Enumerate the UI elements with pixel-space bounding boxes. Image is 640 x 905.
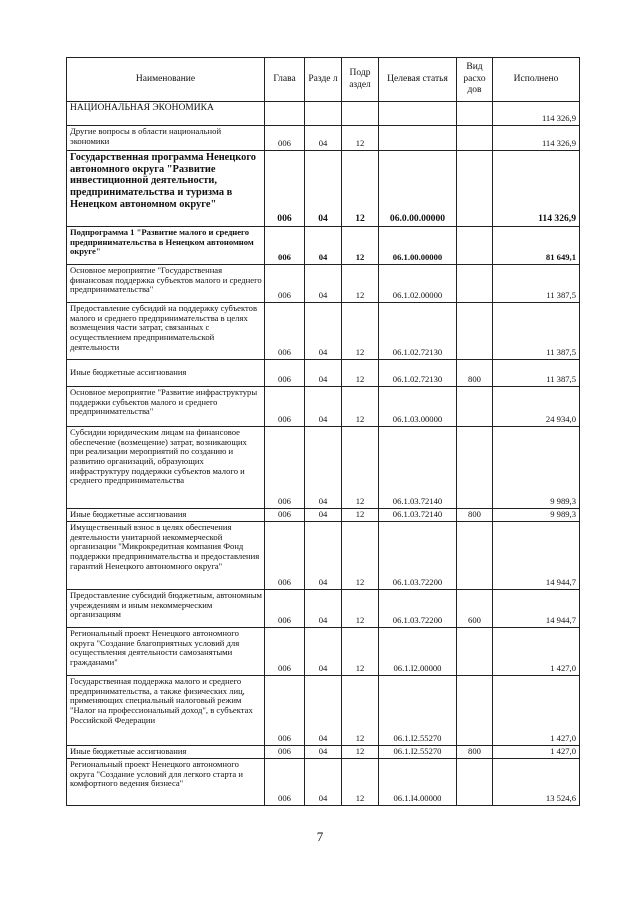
cell-statya: 06.0.00.00000 (379, 151, 457, 227)
cell-podrazdel: 12 (342, 509, 379, 522)
cell-statya: 06.1.02.72130 (379, 360, 457, 387)
cell-razdel: 04 (305, 628, 342, 676)
cell-vid (457, 126, 493, 151)
cell-razdel: 04 (305, 590, 342, 628)
table-row (67, 102, 580, 126)
cell-ispolneno: 24 934,0 (493, 387, 580, 427)
cell-name: Основное мероприятие "Развитие инфраструктуры поддержки субъектов малого и среднего предпринимательства" (67, 387, 265, 427)
cell-name: Имущественный взнос в целях обеспечения деятельности унитарной некоммерческой организации "Микрокредитная компания Фонд поддержки предпринимательства и предоставления гарантий Ненецкого автономного округа" (67, 522, 265, 590)
table-row (67, 227, 580, 265)
cell-razdel: 04 (305, 387, 342, 427)
cell-razdel: 04 (305, 303, 342, 360)
cell-podrazdel: 12 (342, 427, 379, 509)
cell-name: Предоставление субсидий на поддержку субъектов малого и среднего предпринимательства в целях возмещения части затрат, связанных с осуществлением предпринимательской деятельности (67, 303, 265, 360)
cell-name: Иные бюджетные ассигнования (67, 509, 265, 522)
cell-razdel: 04 (305, 509, 342, 522)
table-row (67, 303, 580, 360)
cell-podrazdel: 12 (342, 759, 379, 806)
cell-podrazdel: 12 (342, 360, 379, 387)
cell-name: Основное мероприятие "Государственная финансовая поддержка субъектов малого и среднего предпринимательства" (67, 265, 265, 303)
table-row (67, 590, 580, 628)
cell-podrazdel: 12 (342, 303, 379, 360)
cell-statya: 06.1.I2.55270 (379, 746, 457, 759)
cell-ispolneno: 114 326,9 (493, 102, 580, 126)
cell-name: Другие вопросы в области национальной экономики (67, 126, 265, 151)
cell-podrazdel: 12 (342, 151, 379, 227)
cell-razdel: 04 (305, 427, 342, 509)
cell-name: Предоставление субсидий бюджетным, автономным учреждениям и иным некоммерческим организациям (67, 590, 265, 628)
cell-statya: 06.1.02.72130 (379, 303, 457, 360)
header-ispolneno: Исполнено (493, 58, 580, 102)
cell-statya (379, 126, 457, 151)
cell-razdel: 04 (305, 759, 342, 806)
cell-name: Государственная поддержка малого и среднего предпринимательства, а также физических лиц, применяющих специальный налоговый режим "Налог на профессиональный доход", в субъектах Российской Федерации (67, 676, 265, 746)
cell-name: Иные бюджетные ассигнования (67, 360, 265, 387)
table-row (67, 360, 580, 387)
cell-ispolneno: 9 989,3 (493, 509, 580, 522)
cell-glava: 006 (265, 522, 305, 590)
cell-statya (379, 102, 457, 126)
cell-vid (457, 102, 493, 126)
cell-vid: 800 (457, 509, 493, 522)
table-row (67, 427, 580, 509)
cell-glava: 006 (265, 151, 305, 227)
cell-ispolneno: 114 326,9 (493, 126, 580, 151)
cell-vid: 800 (457, 360, 493, 387)
table-row (67, 265, 580, 303)
header-name: Наименование (67, 58, 265, 102)
header-podrazdel: Подр аздел (342, 58, 379, 102)
cell-podrazdel: 12 (342, 227, 379, 265)
cell-podrazdel: 12 (342, 590, 379, 628)
cell-glava: 006 (265, 227, 305, 265)
cell-statya: 06.1.03.72140 (379, 509, 457, 522)
cell-vid (457, 303, 493, 360)
cell-glava: 006 (265, 676, 305, 746)
cell-glava: 006 (265, 628, 305, 676)
cell-statya: 06.1.02.00000 (379, 265, 457, 303)
cell-vid (457, 227, 493, 265)
table-row (67, 759, 580, 806)
cell-vid (457, 427, 493, 509)
cell-glava: 006 (265, 509, 305, 522)
cell-name: Региональный проект Ненецкого автономного округа "Создание условий для легкого старта и комфортного ведения бизнеса" (67, 759, 265, 806)
cell-podrazdel: 12 (342, 126, 379, 151)
cell-glava (265, 102, 305, 126)
cell-statya: 06.1.03.00000 (379, 387, 457, 427)
cell-razdel: 04 (305, 746, 342, 759)
table-row (67, 676, 580, 746)
cell-ispolneno: 14 944,7 (493, 590, 580, 628)
cell-razdel: 04 (305, 151, 342, 227)
table-header-row (67, 58, 580, 102)
cell-statya: 06.1.03.72200 (379, 522, 457, 590)
cell-name: Региональный проект Ненецкого автономного округа "Создание благоприятных условий для осуществления деятельности самозанятыми гражданами" (67, 628, 265, 676)
cell-podrazdel: 12 (342, 628, 379, 676)
cell-glava: 006 (265, 360, 305, 387)
cell-razdel: 04 (305, 126, 342, 151)
cell-name: Субсидии юридическим лицам на финансовое обеспечение (возмещение) затрат, возникающих при реализации мероприятий по созданию и развитию организаций, образующих инфраструктуру поддержки субъектов малого и среднего предпринимательства (67, 427, 265, 509)
cell-vid (457, 676, 493, 746)
cell-razdel: 04 (305, 227, 342, 265)
cell-podrazdel: 12 (342, 676, 379, 746)
cell-ispolneno: 11 387,5 (493, 303, 580, 360)
cell-glava: 006 (265, 427, 305, 509)
cell-glava: 006 (265, 590, 305, 628)
table-row (67, 628, 580, 676)
cell-ispolneno: 13 524,6 (493, 759, 580, 806)
cell-razdel: 04 (305, 360, 342, 387)
header-statya: Целевая статья (379, 58, 457, 102)
cell-ispolneno: 11 387,5 (493, 265, 580, 303)
cell-vid (457, 265, 493, 303)
header-razdel: Разде л (305, 58, 342, 102)
cell-podrazdel: 12 (342, 265, 379, 303)
cell-statya: 06.1.03.72200 (379, 590, 457, 628)
cell-statya: 06.1.I2.55270 (379, 676, 457, 746)
cell-ispolneno: 14 944,7 (493, 522, 580, 590)
header-vid: Вид расхо дов (457, 58, 493, 102)
cell-razdel (305, 102, 342, 126)
cell-glava: 006 (265, 759, 305, 806)
cell-glava: 006 (265, 303, 305, 360)
cell-razdel: 04 (305, 676, 342, 746)
cell-razdel: 04 (305, 522, 342, 590)
cell-glava: 006 (265, 265, 305, 303)
cell-ispolneno: 9 989,3 (493, 427, 580, 509)
cell-ispolneno: 114 326,9 (493, 151, 580, 227)
cell-name: Иные бюджетные ассигнования (67, 746, 265, 759)
cell-name: Подпрограмма 1 "Развитие малого и среднего предпринимательства в Ненецком автономном округе" (67, 227, 265, 265)
budget-table (66, 57, 580, 806)
cell-glava: 006 (265, 126, 305, 151)
page-number: 7 (316, 829, 324, 844)
cell-vid (457, 522, 493, 590)
table-row (67, 509, 580, 522)
cell-vid (457, 151, 493, 227)
table-row (67, 522, 580, 590)
cell-razdel: 04 (305, 265, 342, 303)
cell-podrazdel: 12 (342, 522, 379, 590)
table-row (67, 151, 580, 227)
cell-glava: 006 (265, 746, 305, 759)
cell-statya: 06.1.I2.00000 (379, 628, 457, 676)
cell-statya: 06.1.00.00000 (379, 227, 457, 265)
cell-name: НАЦИОНАЛЬНАЯ ЭКОНОМИКА (67, 102, 265, 126)
cell-ispolneno: 1 427,0 (493, 676, 580, 746)
cell-name: Государственная программа Ненецкого автономного округа "Развитие инвестиционной деятельности, предпринимательства и туризма в Ненецком автономном округе" (67, 151, 265, 227)
cell-ispolneno: 11 387,5 (493, 360, 580, 387)
cell-vid: 800 (457, 746, 493, 759)
cell-ispolneno: 1 427,0 (493, 746, 580, 759)
cell-podrazdel: 12 (342, 746, 379, 759)
cell-podrazdel: 12 (342, 387, 379, 427)
cell-statya: 06.1.I4.00000 (379, 759, 457, 806)
cell-glava: 006 (265, 387, 305, 427)
cell-podrazdel (342, 102, 379, 126)
cell-ispolneno: 81 649,1 (493, 227, 580, 265)
table-row (67, 387, 580, 427)
header-glava: Глава (265, 58, 305, 102)
cell-vid (457, 759, 493, 806)
cell-statya: 06.1.03.72140 (379, 427, 457, 509)
cell-vid (457, 387, 493, 427)
table-row (67, 746, 580, 759)
cell-ispolneno: 1 427,0 (493, 628, 580, 676)
table-row (67, 126, 580, 151)
cell-vid (457, 628, 493, 676)
cell-vid: 600 (457, 590, 493, 628)
